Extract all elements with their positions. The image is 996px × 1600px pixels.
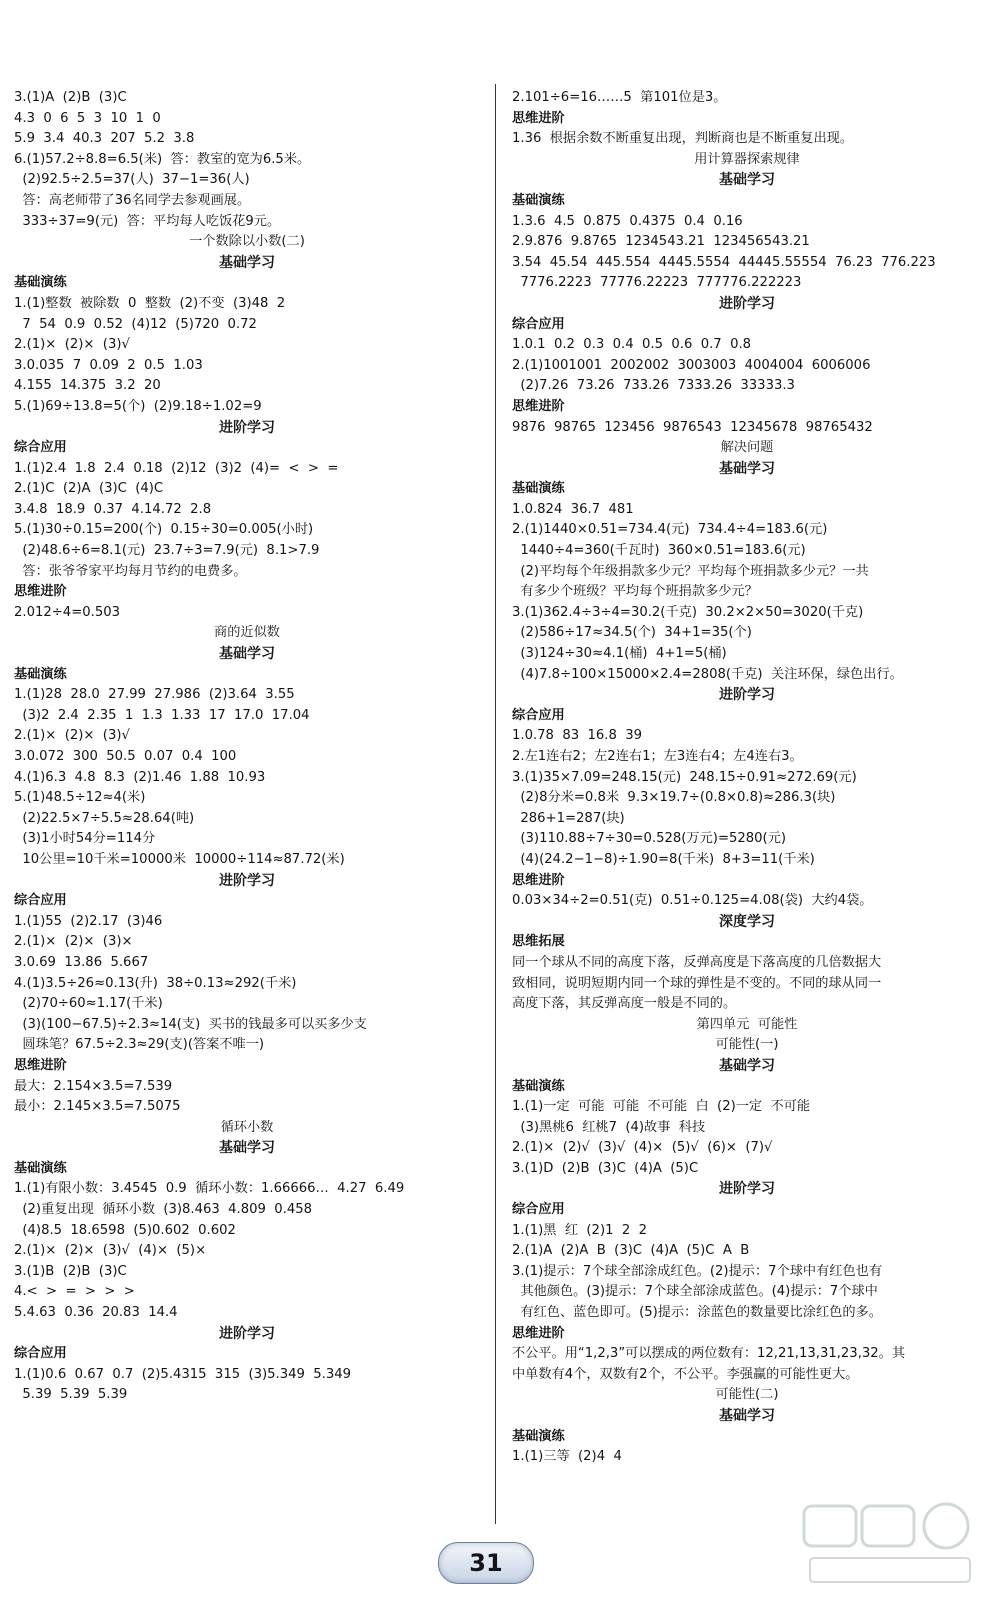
right-answer-line: 2.(1)A (2)A B (3)C (4)A (5)C A B [512, 1243, 750, 1259]
left-answer-line: 5.(1)69÷13.8=5(个) (2)9.18÷1.02=9 [14, 398, 262, 414]
left-answer-line: 答：张爷爷家平均每月节约的电费多。 [14, 563, 247, 579]
left-sub-heading: 综合应用 [14, 893, 67, 909]
right-answer-line: 2.101÷6=16……5 第101位是3。 [512, 90, 727, 105]
right-answer-line: 3.(1)35×7.09=248.15(元) 248.15÷0.91≈272.69(元) [512, 769, 857, 785]
right-sub-heading: 基础演练 [512, 1428, 565, 1444]
right-answer-line: 286+1=287(块) [512, 810, 625, 826]
left-answer-line: 2.012÷4=0.503 [14, 604, 120, 620]
right-answer-line: (4)(24.2−1−8)÷1.90=8(千米) 8+3=11(千米) [512, 851, 815, 867]
right-answer-line: 1.0.78 83 16.8 39 [512, 728, 643, 744]
right-level-heading: 基础学习 [719, 1057, 775, 1074]
right-answer-line: 1.(1)一定 可能 可能 不可能 白 (2)一定 不可能 [512, 1099, 811, 1115]
right-level-heading: 基础学习 [719, 1408, 775, 1424]
right-sub-heading: 思维进阶 [512, 398, 565, 414]
right-answer-line: (3)110.88÷7÷30=0.528(万元)=5280(元) [512, 831, 787, 847]
left-answer-line: (2)重复出现 循环小数 (3)8.463 4.809 0.458 [14, 1202, 313, 1218]
right-answer-line: 2.(1)1440×0.51=734.4(元) 734.4÷4=183.6(元) [512, 522, 828, 538]
left-answer-line: 4.< > = > > > [14, 1284, 135, 1300]
right-answer-line: 2.(1)1001001 2002002 3003003 4004004 6006006 [512, 357, 871, 373]
left-sub-heading: 基础演练 [14, 1160, 67, 1176]
left-answer-line: 4.155 14.375 3.2 20 [14, 378, 161, 394]
left-answer-line: (2)22.5×7÷5.5≈28.64(吨) [14, 810, 195, 826]
left-level-heading: 基础学习 [219, 646, 275, 663]
right-answer-line: 1440÷4=360(千瓦时) 360×0.51=183.6(元) [512, 543, 806, 559]
left-answer-line: 3.4.8 18.9 0.37 4.14.72 2.8 [14, 501, 212, 517]
right-answer-line: 2.左1连右2；左2连右1；左3连右4；左4连右3。 [512, 749, 803, 764]
left-section-heading: 商的近似数 [214, 625, 280, 641]
left-answer-line: (2)92.5÷2.5=37(人) 37−1=36(人) [14, 172, 250, 188]
left-answer-line: 2.(1)C (2)A (3)C (4)C [14, 481, 164, 497]
right-answer-line: (3)黑桃6 红桃7 (4)故事 科技 [512, 1119, 706, 1135]
left-answer-line: 333÷37=9(元) 答：平均每人吃饭花9元。 [14, 213, 281, 229]
left-answer-line: 3.0.69 13.86 5.667 [14, 954, 149, 970]
left-column [14, 88, 480, 1406]
left-answer-line: 4.(1)3.5÷26≈0.13(升) 38÷0.13≈292(千米) [14, 975, 297, 991]
right-answer-line: 7776.2223 77776.22223 777776.222223 [512, 275, 802, 291]
right-answer-line: 3.(1)362.4÷3÷4=30.2(千克) 30.2×2×50=3020(千克) [512, 604, 864, 620]
left-answer-line: 3.(1)A (2)B (3)C [14, 90, 127, 105]
right-section-heading: 解决问题 [720, 440, 774, 456]
right-section-heading: 可能性(二) [715, 1387, 779, 1403]
right-level-heading: 进阶学习 [719, 687, 775, 704]
left-answer-line: 3.0.072 300 50.5 0.07 0.4 100 [14, 749, 237, 764]
watermark-logo [800, 1500, 980, 1590]
right-level-heading: 进阶学习 [719, 295, 775, 312]
right-answer-line: 1.3.6 4.5 0.875 0.4375 0.4 0.16 [512, 213, 743, 229]
left-answer-line: 5.(1)30÷0.15=200(个) 0.15÷30=0.005(小时) [14, 522, 314, 538]
left-answer-line: 1.(1)2.4 1.8 2.4 0.18 (2)12 (3)2 (4)= < > = [14, 460, 339, 476]
left-answer-line: 1.(1)整数 被除数 0 整数 (2)不变 (3)48 2 [14, 295, 286, 311]
right-level-heading: 基础学习 [719, 172, 775, 189]
left-answer-line: 2.(1)× (2)× (3)√ [14, 728, 130, 744]
page-number: 31 [469, 1549, 503, 1577]
right-answer-line: 1.(1)三等 (2)4 4 [512, 1449, 622, 1465]
left-answer-line: (2)70÷60≈1.17(千米) [14, 996, 163, 1012]
left-level-heading: 基础学习 [219, 254, 275, 271]
left-answer-line: 1.(1)有限小数：3.4545 0.9 循环小数：1.66666… 4.27 6.49 [14, 1181, 405, 1197]
right-answer-line: 1.0.824 36.7 481 [512, 501, 634, 517]
left-level-heading: 基础学习 [219, 1140, 275, 1157]
right-sub-heading: 思维进阶 [512, 1325, 565, 1341]
right-answer-line: 高度下落，其反弹高度一般是不同的。 [512, 996, 737, 1012]
right-sub-heading: 基础演练 [512, 481, 565, 497]
left-level-heading: 进阶学习 [219, 872, 275, 889]
right-answer-line: (2)平均每个年级捐款多少元？平均每个班捐款多少元？一共 [512, 563, 869, 579]
right-section-heading: 可能性(一) [715, 1037, 779, 1053]
left-sub-heading: 综合应用 [14, 440, 67, 456]
column-divider [495, 84, 496, 1524]
right-answer-line: 1.(1)黑 红 (2)1 2 2 [512, 1222, 648, 1238]
left-answer-line: 3.0.035 7 0.09 2 0.5 1.03 [14, 357, 203, 373]
left-answer-line: 2.(1)× (2)× (3)× [14, 934, 133, 950]
left-answer-line: (2)48.6÷6=8.1(元) 23.7÷3=7.9(元) 8.1>7.9 [14, 543, 320, 559]
right-sub-heading: 思维进阶 [512, 872, 565, 888]
right-answer-line: 2.(1)× (2)√ (3)√ (4)× (5)√ (6)× (7)√ [512, 1140, 773, 1156]
right-answer-line: 有红色、蓝色即可。(5)提示：涂蓝色的数量要比涂红色的多。 [512, 1305, 882, 1321]
left-answer-line: 最小：2.145×3.5=7.5075 [14, 1099, 181, 1115]
right-answer-line: (4)7.8÷100×15000×2.4=2808(千克) 关注环保，绿色出行。 [512, 666, 903, 682]
left-answer-line: 10公里=10千米=10000米 10000÷114≈87.72(米) [14, 851, 345, 867]
left-answer-line: 4.(1)6.3 4.8 8.3 (2)1.46 1.88 10.93 [14, 769, 266, 785]
right-answer-line: 1.36 根据余数不断重复出现，判断商也是不断重复出现。 [512, 131, 854, 147]
right-answer-line: 不公平。用“1,2,3”可以摆成的两位数有：12,21,13,31,23,32。其 [512, 1346, 906, 1362]
left-answer-line: 3.(1)B (2)B (3)C [14, 1263, 127, 1279]
left-section-heading: 一个数除以小数(二) [189, 234, 305, 250]
right-answer-line: 3.(1)D (2)B (3)C (4)A (5)C [512, 1160, 699, 1176]
right-level-heading: 深度学习 [719, 913, 775, 930]
left-answer-line: 答：高老师带了36名同学去参观画展。 [14, 192, 251, 208]
right-answer-line: 3.54 45.54 445.554 4445.5554 44445.55554 76.23 776.223 [512, 254, 936, 270]
left-answer-line: (3)(100−67.5)÷2.3≈14(支) 买书的钱最多可以买多少支 [14, 1016, 367, 1032]
left-answer-line: 1.(1)55 (2)2.17 (3)46 [14, 913, 163, 929]
left-answer-line: 5.9 3.4 40.3 207 5.2 3.8 [14, 131, 195, 147]
right-sub-heading: 基础演练 [512, 1078, 565, 1094]
left-section-heading: 循环小数 [220, 1119, 274, 1135]
left-sub-heading: 思维进阶 [14, 1057, 67, 1073]
left-answer-line: 5.(1)48.5÷12≈4(米) [14, 790, 146, 806]
right-sub-heading: 思维进阶 [512, 110, 565, 126]
right-sub-heading: 基础演练 [512, 192, 565, 208]
right-answer-line: 0.03×34÷2=0.51(克) 0.51÷0.125=4.08(袋) 大约4袋。 [512, 893, 873, 909]
page-number-badge [438, 1542, 534, 1584]
left-level-heading: 进阶学习 [219, 1325, 275, 1342]
right-level-heading: 基础学习 [719, 460, 775, 477]
left-sub-heading: 思维进阶 [14, 584, 67, 600]
right-answer-line: (3)124÷30≈4.1(桶) 4+1=5(桶) [512, 646, 727, 662]
right-answer-line: 2.9.876 9.8765 1234543.21 123456543.21 [512, 234, 810, 250]
left-answer-line: (4)8.5 18.6598 (5)0.602 0.602 [14, 1222, 236, 1238]
right-column [512, 88, 982, 1468]
right-answer-line: (2)586÷17≈34.5(个) 34+1=35(个) [512, 625, 752, 641]
left-answer-line: 5.39 5.39 5.39 [14, 1387, 128, 1403]
right-answer-line: 9876 98765 123456 9876543 12345678 98765432 [512, 419, 873, 435]
right-answer-line: 同一个球从不同的高度下落，反弹高度是下落高度的几倍数据大 [512, 954, 882, 970]
left-answer-line: (3)1小时54分=114分 [14, 831, 156, 847]
left-answer-line: 2.(1)× (2)× (3)√ [14, 337, 130, 353]
right-section-heading: 用计算器探索规律 [694, 151, 800, 167]
right-answer-line: (2)7.26 73.26 733.26 7333.26 33333.3 [512, 378, 795, 394]
left-level-heading: 进阶学习 [219, 419, 275, 436]
left-sub-heading: 基础演练 [14, 275, 67, 291]
right-sub-heading: 思维拓展 [512, 934, 565, 950]
left-answer-line: (3)2 2.4 2.35 1 1.3 1.33 17 17.0 17.04 [14, 707, 310, 723]
left-answer-line: 1.(1)0.6 0.67 0.7 (2)5.4315 315 (3)5.349 5.349 [14, 1366, 352, 1382]
right-answer-line: 致相同，说明短期内同一个球的弹性是不变的。不同的球从同一 [512, 975, 882, 991]
right-level-heading: 进阶学习 [719, 1181, 775, 1198]
left-sub-heading: 基础演练 [14, 666, 67, 682]
right-answer-line: (2)8分米=0.8米 9.3×19.7÷(0.8×0.8)≈286.3(块) [512, 790, 836, 806]
left-sub-heading: 综合应用 [14, 1346, 67, 1362]
right-sub-heading: 综合应用 [512, 707, 565, 723]
right-sub-heading: 综合应用 [512, 1202, 565, 1218]
left-answer-line: 最大：2.154×3.5=7.539 [14, 1078, 173, 1094]
right-answer-line: 3.(1)提示：7个球全部涂成红色。(2)提示：7个球中有红色也有 [512, 1263, 883, 1279]
left-answer-line: 圆珠笔？67.5÷2.3≈29(支)(答案不唯一) [14, 1037, 265, 1053]
left-answer-line: 6.(1)57.2÷8.8=6.5(米) 答：教室的宽为6.5米。 [14, 151, 311, 167]
right-answer-line: 有多少个班级？平均每个班捐款多少元？ [512, 584, 758, 600]
left-answer-line: 2.(1)× (2)× (3)√ (4)× (5)× [14, 1243, 207, 1259]
right-sub-heading: 综合应用 [512, 316, 565, 332]
right-answer-line: 中单数有4个，双数有2个，不公平。李强赢的可能性更大。 [512, 1366, 859, 1382]
left-answer-line: 5.4.63 0.36 20.83 14.4 [14, 1305, 178, 1321]
right-answer-line: 1.0.1 0.2 0.3 0.4 0.5 0.6 0.7 0.8 [512, 337, 752, 353]
right-answer-line: 其他颜色。(3)提示：7个球全部涂成蓝色。(4)提示：7个球中 [512, 1284, 878, 1300]
right-section-heading: 第四单元 可能性 [696, 1016, 798, 1032]
left-answer-line: 7 54 0.9 0.52 (4)12 (5)720 0.72 [14, 316, 257, 332]
left-answer-line: 4.3 0 6 5 3 10 1 0 [14, 110, 161, 126]
left-answer-line: 1.(1)28 28.0 27.99 27.986 (2)3.64 3.55 [14, 687, 295, 703]
